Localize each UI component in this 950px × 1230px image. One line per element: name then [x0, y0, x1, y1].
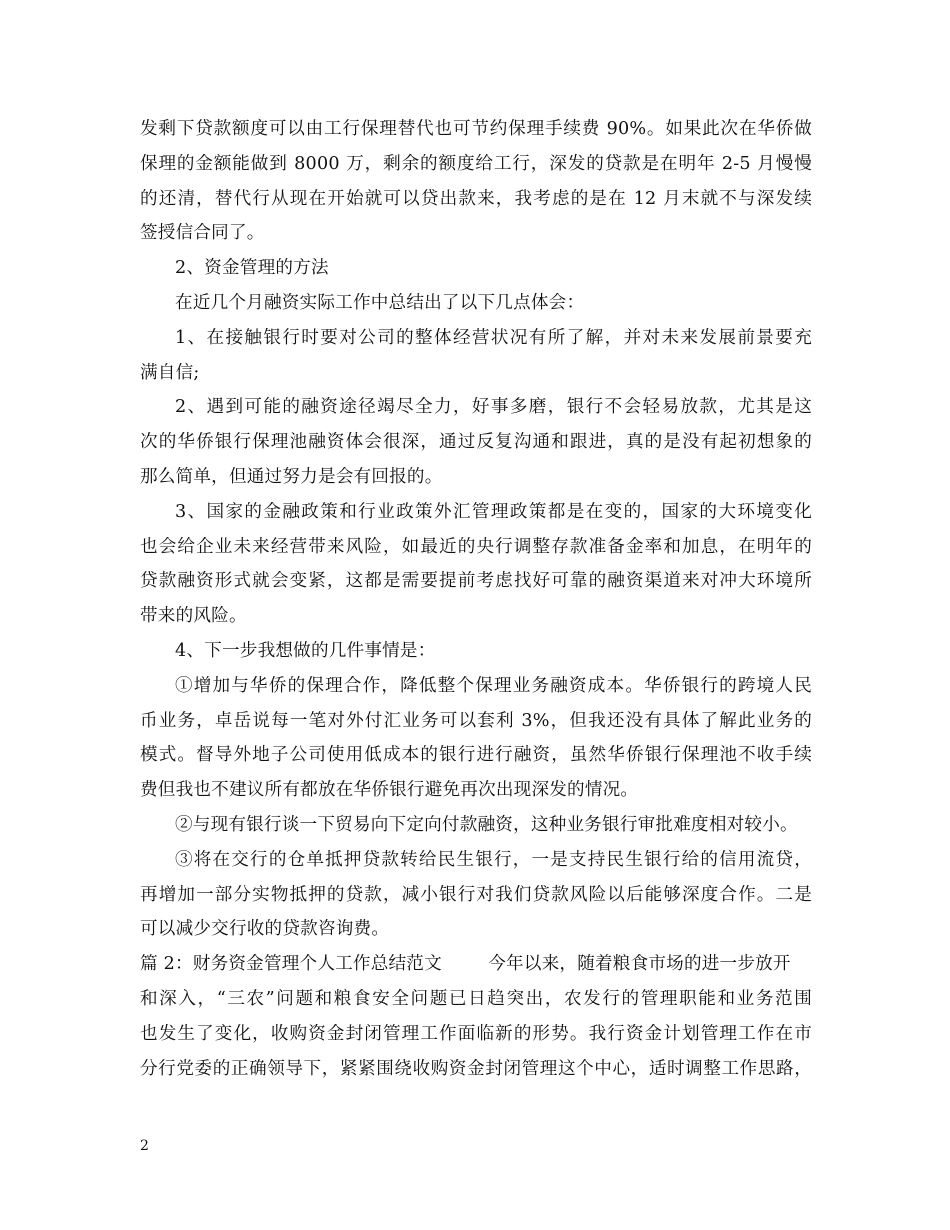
text-line: ②与现有银行谈一下贸易向下定向付款融资，这种业务银行审批难度相对较小。 [175, 814, 798, 835]
text-line: 币业务，卓岳说每一笔对外付汇业务可以套利 3%，但我还没有具体了解此业务的 [140, 710, 812, 731]
text-line: 在近几个月融资实际工作中总结出了以下几点体会： [175, 292, 585, 313]
text-line: ③将在交行的仓单抵押贷款转给民生银行，一是支持民生银行给的信用流贷， [175, 849, 812, 870]
text-line: 保理的金额能做到 8000 万，剩余的额度给工行，深发的贷款是在明年 2-5 月慢慢 [140, 153, 812, 174]
text-line: 和深入，“三农”问题和粮食安全问题已日趋突出，农发行的管理职能和业务范围 [140, 988, 812, 1009]
text-line: 1、在接触银行时要对公司的整体经营状况有所了解，并对未来发展前景要充 [175, 327, 812, 348]
body-text [140, 112, 812, 1086]
section-heading: 4、下一步我想做的几件事情是： [175, 640, 436, 661]
text-line: 也会给企业未来经营带来风险，如最近的央行调整存款准备金率和加息，在明年的 [140, 536, 812, 557]
text-line: 的还清，替代行从现在开始就可以贷出款来，我考虑的是在 12 月末就不与深发续 [140, 188, 812, 209]
text-line: 3、国家的金融政策和行业政策外汇管理政策都是在变的，国家的大环境变化 [175, 501, 812, 522]
text-line: ①增加与华侨的保理合作，降低整个保理业务融资成本。华侨银行的跨境人民 [175, 675, 812, 696]
page-number: 2 [140, 1138, 149, 1154]
text-line: 模式。督导外地子公司使用低成本的银行进行融资，虽然华侨银行保理池不收手续 [140, 745, 812, 766]
text-line: 满自信; [140, 362, 200, 383]
text-line: 贷款融资形式就会变紧，这都是需要提前考虑找好可靠的融资渠道来对冲大环境所 [140, 571, 812, 592]
text-line: 发剩下贷款额度可以由工行保理替代也可节约保理手续费 90%。如果此次在华侨做 [140, 119, 812, 139]
text-line: 再增加一部分实物抵押的贷款，减小银行对我们贷款风险以后能够深度合作。二是 [140, 884, 812, 905]
text-line: 篇 2：财务资金管理个人工作总结范文 今年以来，随着粮食市场的进一步放开 [140, 954, 791, 975]
text-line: 分行党委的正确领导下，紧紧围绕收购资金封闭管理这个中心，适时调整工作思路， [140, 1058, 812, 1079]
text-line: 可以减少交行收的贷款咨询费。 [140, 919, 390, 940]
text-line: 次的华侨银行保理池融资体会很深，通过反复沟通和跟进，真的是没有起初想象的 [140, 432, 812, 453]
text-line: 带来的风险。 [140, 606, 247, 627]
text-line: 费但我也不建议所有都放在华侨银行避免再次出现深发的情况。 [140, 780, 639, 801]
text-line: 签授信合同了。 [140, 223, 265, 244]
text-line: 也发生了变化，收购资金封闭管理工作面临新的形势。我行资金计划管理工作在市 [140, 1023, 812, 1044]
text-line: 2、遇到可能的融资途径竭尽全力，好事多磨，银行不会轻易放款，尤其是这 [175, 397, 812, 418]
section-heading: 2、资金管理的方法 [175, 258, 329, 279]
text-line: 那么简单，但通过努力是会有回报的。 [140, 466, 443, 487]
